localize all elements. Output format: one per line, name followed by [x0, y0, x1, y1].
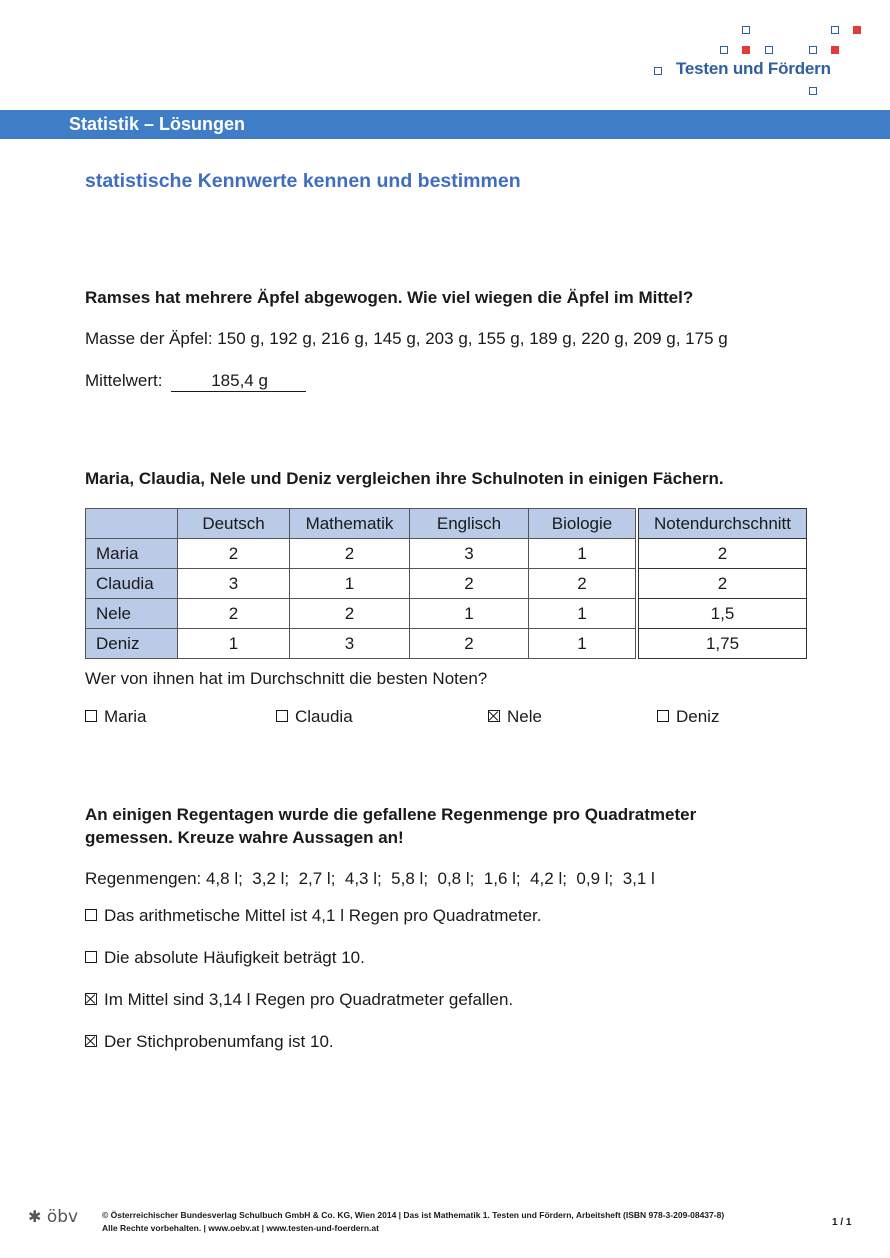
row-name: Deniz [86, 629, 178, 659]
statement-label: Das arithmetische Mittel ist 4,1 l Regen pro Quadratmeter. [104, 906, 542, 925]
checkbox-checked[interactable] [488, 710, 500, 722]
grade-cell: 3 [290, 629, 410, 659]
statement-label: Der Stichprobenumfang ist 10. [104, 1032, 334, 1051]
answer-label: Mittelwert: [85, 371, 163, 390]
task3-data: Regenmengen: 4,8 l; 3,2 l; 2,7 l; 4,3 l; 5,8 l; 0,8 l; 1,6 l; 4,2 l; 0,9 l; 3,1 l [85, 869, 655, 888]
table-row [86, 599, 807, 629]
task2-prompt: Wer von ihnen hat im Durchschnitt die besten Noten? [85, 669, 488, 688]
grade-cell: 2 [178, 599, 290, 629]
grade-cell: 2 [290, 539, 410, 569]
page-number: 1 / 1 [832, 1217, 852, 1228]
checkbox-checked[interactable] [85, 993, 97, 1005]
checkbox[interactable] [657, 710, 669, 722]
table-row [86, 629, 807, 659]
grade-cell: 2 [529, 569, 636, 599]
average-cell[interactable]: 2 [639, 539, 807, 569]
task1-data: Masse der Äpfel: 150 g, 192 g, 216 g, 145 g, 203 g, 155 g, 189 g, 220 g, 209 g, 175 g [85, 329, 728, 348]
checkbox[interactable] [85, 710, 97, 722]
checkbox[interactable] [85, 909, 97, 921]
grade-cell: 3 [178, 569, 290, 599]
table-corner [86, 509, 178, 539]
option-nele[interactable] [488, 707, 542, 727]
grade-cell: 2 [290, 599, 410, 629]
option-label: Deniz [676, 707, 720, 726]
statement-1[interactable] [85, 906, 541, 926]
publisher-name: öbv [46, 1207, 79, 1227]
publisher-logo [28, 1207, 78, 1227]
column-header: Englisch [410, 509, 529, 539]
page-subtitle: statistische Kennwerte kennen und bestimmen [85, 170, 521, 192]
option-label: Claudia [295, 707, 353, 726]
grade-cell: 2 [410, 569, 529, 599]
table-header-row [86, 509, 807, 539]
grade-cell: 2 [178, 539, 290, 569]
grade-cell: 3 [410, 539, 529, 569]
grade-cell: 1 [178, 629, 290, 659]
row-name: Maria [86, 539, 178, 569]
average-cell[interactable]: 2 [639, 569, 807, 599]
checkbox[interactable] [85, 951, 97, 963]
task2-question: Maria, Claudia, Nele und Deniz vergleichen ihre Schulnoten in einigen Fächern. [85, 469, 724, 488]
row-name: Nele [86, 599, 178, 629]
checkbox-checked[interactable] [85, 1035, 97, 1047]
footer-text [102, 1209, 724, 1234]
task1-question: Ramses hat mehrere Äpfel abgewogen. Wie viel wiegen die Äpfel im Mittel? [85, 288, 694, 307]
option-maria[interactable] [85, 707, 147, 727]
row-name: Claudia [86, 569, 178, 599]
column-header: Notendurchschnitt [639, 509, 807, 539]
statement-label: Im Mittel sind 3,14 l Regen pro Quadratmeter gefallen. [104, 990, 514, 1009]
average-cell[interactable]: 1,5 [639, 599, 807, 629]
grade-cell: 2 [410, 629, 529, 659]
statement-3[interactable] [85, 990, 513, 1010]
option-deniz[interactable] [657, 707, 719, 727]
grade-cell: 1 [529, 629, 636, 659]
option-claudia[interactable] [276, 707, 353, 727]
grades-table [85, 508, 807, 659]
footer-line1: © Österreichischer Bundesverlag Schulbuch GmbH & Co. KG, Wien 2014 | Das ist Mathematik 1. Testen und Fördern, Arbeitsheft (ISBN 978-3-209-08437-8) [102, 1210, 725, 1220]
task3-question-line2: gemessen. Kreuze wahre Aussagen an! [85, 828, 404, 847]
column-header: Deutsch [178, 509, 290, 539]
grade-cell: 1 [529, 599, 636, 629]
statement-label: Die absolute Häufigkeit beträgt 10. [104, 948, 365, 967]
grade-cell: 1 [290, 569, 410, 599]
answer-field[interactable]: 185,4 g [171, 371, 306, 392]
checkbox[interactable] [276, 710, 288, 722]
asterisk-icon: ✱ [28, 1207, 42, 1226]
page-title: Statistik – Lösungen [69, 114, 246, 134]
table-row [86, 569, 807, 599]
grade-cell: 1 [410, 599, 529, 629]
logo-text: Testen und Fördern [676, 59, 831, 78]
grade-cell: 1 [529, 539, 636, 569]
statement-4[interactable] [85, 1032, 334, 1052]
column-header: Mathematik [290, 509, 410, 539]
footer-line2: Alle Rechte vorbehalten. | www.oebv.at | www.testen-und-foerdern.at [102, 1222, 379, 1233]
option-label: Nele [507, 707, 542, 726]
task3-question-line1: An einigen Regentagen wurde die gefallene Regenmenge pro Quadratmeter [85, 805, 697, 824]
statement-2[interactable] [85, 948, 365, 968]
task1-answer [85, 371, 306, 392]
option-label: Maria [104, 707, 147, 726]
average-cell[interactable]: 1,75 [639, 629, 807, 659]
table-row [86, 539, 807, 569]
column-header: Biologie [529, 509, 636, 539]
